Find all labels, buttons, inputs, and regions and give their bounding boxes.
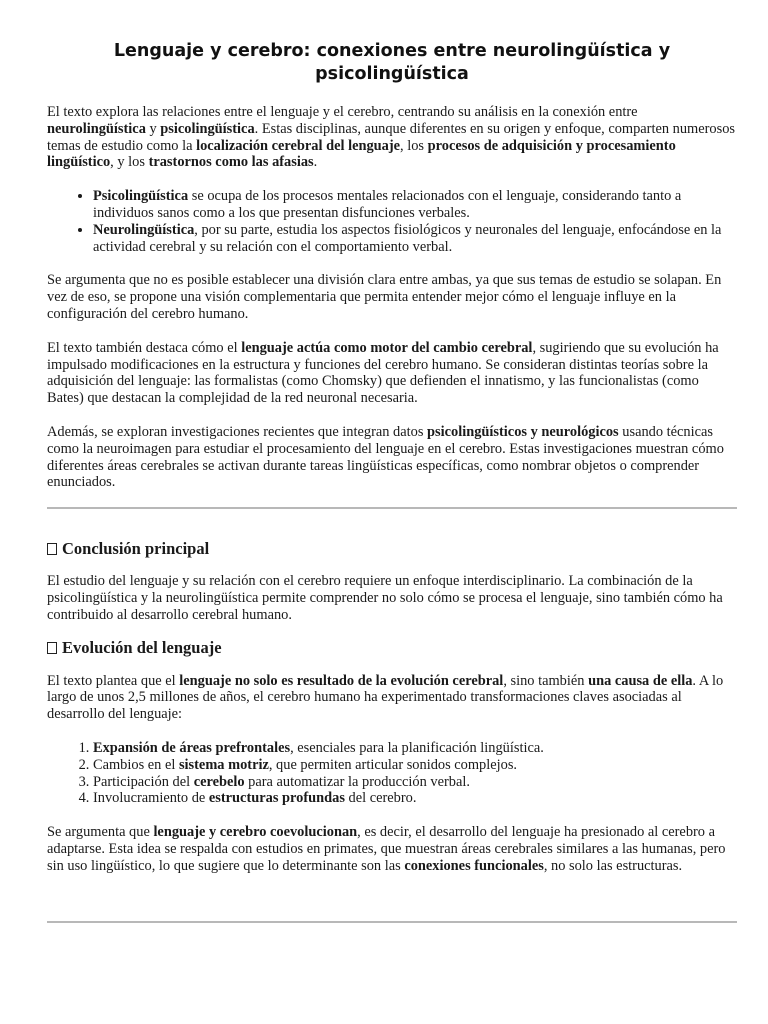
list-item	[93, 774, 737, 791]
intro-paragraph	[47, 104, 737, 171]
list-item	[93, 790, 737, 807]
text-run: .	[313, 154, 318, 171]
divider	[47, 921, 737, 923]
missing-glyph-icon	[47, 543, 57, 555]
text-run: , los	[400, 137, 428, 154]
text-run: , que permiten articular sonidos complejos.	[268, 756, 518, 773]
paragraph	[47, 824, 737, 874]
bold-run: lenguaje no solo es resultado de la evolución cerebral	[179, 672, 504, 689]
bold-run: psicolingüística	[160, 120, 255, 137]
text-run: , y los	[110, 154, 149, 171]
text-run: para automatizar la producción verbal.	[244, 773, 470, 790]
text-run: usando técnicas como la neuroimagen para estudiar el procesamiento del lenguaje en el cerebro. Estas investigaciones muestran cómo diferentes áreas cerebrales se activan durante tareas lingüísticas específicas, como nombrar objetos o comprender enunciados.	[47, 423, 724, 491]
bold-run: trastornos como las afasias	[148, 154, 314, 171]
list-item	[93, 740, 737, 757]
page-title: Lenguaje y cerebro: conexiones entre neurolingüística y psicolingüística	[113, 41, 671, 84]
document	[47, 40, 737, 923]
bold-run: procesos de adquisición y procesamiento lingüístico	[47, 137, 676, 171]
section-heading	[47, 638, 737, 658]
bold-run: Expansión de áreas prefrontales	[93, 739, 291, 756]
section-heading-label: Conclusión principal	[62, 539, 210, 559]
bold-run: una causa de ella	[588, 672, 693, 689]
bold-run: cerebelo	[193, 773, 245, 790]
bold-run: neurolingüística	[47, 120, 146, 137]
bold-run: psicolingüísticos y neurológicos	[427, 423, 619, 440]
paragraph	[47, 340, 737, 407]
section-heading-label: Evolución del lenguaje	[62, 637, 222, 657]
bold-run: lenguaje y cerebro coevolucionan	[153, 824, 358, 841]
bold-run: estructuras profundas	[208, 790, 345, 807]
list-item	[93, 188, 737, 222]
bold-run: Neurolingüística	[93, 221, 195, 238]
discipline-list	[47, 188, 737, 255]
text-run: El texto también destaca cómo el	[47, 339, 242, 356]
text-run: . Estas disciplinas, aunque diferentes en su origen y enfoque, comparten numerosos temas de estudio como la	[47, 120, 735, 154]
divider	[47, 507, 737, 509]
text-run: El texto explora las relaciones entre el lenguaje y el cerebro, centrando su análisis en la conexión entre	[47, 104, 638, 120]
text-run: . A lo largo de unos 2,5 millones de años, el cerebro humano ha experimentado transformaciones claves asociadas al desarrollo del lenguaje:	[47, 672, 724, 723]
evolution-list	[47, 740, 737, 807]
bold-run: Psicolingüística	[93, 188, 189, 205]
text-run: , por su parte, estudia los aspectos fisiológicos y neuronales del lenguaje, enfocándose en la actividad cerebral y su relación con el comportamiento verbal.	[93, 221, 722, 255]
paragraph	[47, 673, 737, 723]
section-heading	[47, 539, 737, 559]
text-run: se ocupa de los procesos mentales relacionados con el lenguaje, considerando tanto a individuos sanos como a los que presentan disfunciones verbales.	[93, 188, 682, 221]
text-run: Participación del	[93, 773, 194, 790]
text-run: Además, se exploran investigaciones recientes que integran datos	[47, 423, 428, 440]
bold-run: lenguaje actúa como motor del cambio cerebral	[241, 339, 533, 356]
text-run: , es decir, el desarrollo del lenguaje ha presionado al cerebro a adaptarse. Esta idea se respalda con estudios en primates, que muestran áreas cerebrales similares a las humanas, pero sin uso lingüístico, lo que sugiere que lo determinante son las	[47, 824, 726, 874]
text-run: del cerebro.	[344, 790, 417, 807]
text-run: El texto plantea que el	[47, 672, 180, 689]
text-run: Cambios en el	[93, 756, 179, 773]
text-run: y	[145, 120, 161, 137]
text-run: , no solo las estructuras.	[543, 857, 683, 874]
paragraph	[47, 424, 737, 491]
text-run: , sino también	[503, 672, 589, 689]
missing-glyph-icon	[47, 642, 57, 654]
text-run: , esenciales para la planificación lingüística.	[290, 739, 544, 756]
list-item	[93, 757, 737, 774]
paragraph: Se argumenta que no es posible establecer una división clara entre ambas, ya que sus temas de estudio se solapan. En vez de eso, se propone una visión complementaria que permita entender mejor cómo el lenguaje influye en la configuración del cerebro humano.	[47, 272, 722, 322]
list-item	[93, 222, 737, 256]
text-run: Se argumenta que	[47, 824, 154, 841]
text-run: , sugiriendo que su evolución ha impulsado modificaciones en la estructura y funciones del cerebro humano. Se consideran distintas teorías sobre la adquisición del lenguaje: las formalistas (como Chomsky) que defienden el innatismo, y las funcionalistas (como Bates) que destacan la complejidad de la red neuronal necesaria.	[47, 339, 719, 407]
bold-run: conexiones funcionales	[404, 857, 544, 874]
paragraph: El estudio del lenguaje y su relación con el cerebro requiere un enfoque interdisciplinario. La combinación de la psicolingüística y la neurolingüística permite comprender no solo cómo se procesa el lenguaje, sino también cómo ha contribuido al desarrollo cerebral humano.	[47, 573, 723, 623]
bold-run: localización cerebral del lenguaje	[196, 137, 401, 154]
text-run: Involucramiento de	[93, 790, 209, 807]
bold-run: sistema motriz	[178, 756, 269, 773]
